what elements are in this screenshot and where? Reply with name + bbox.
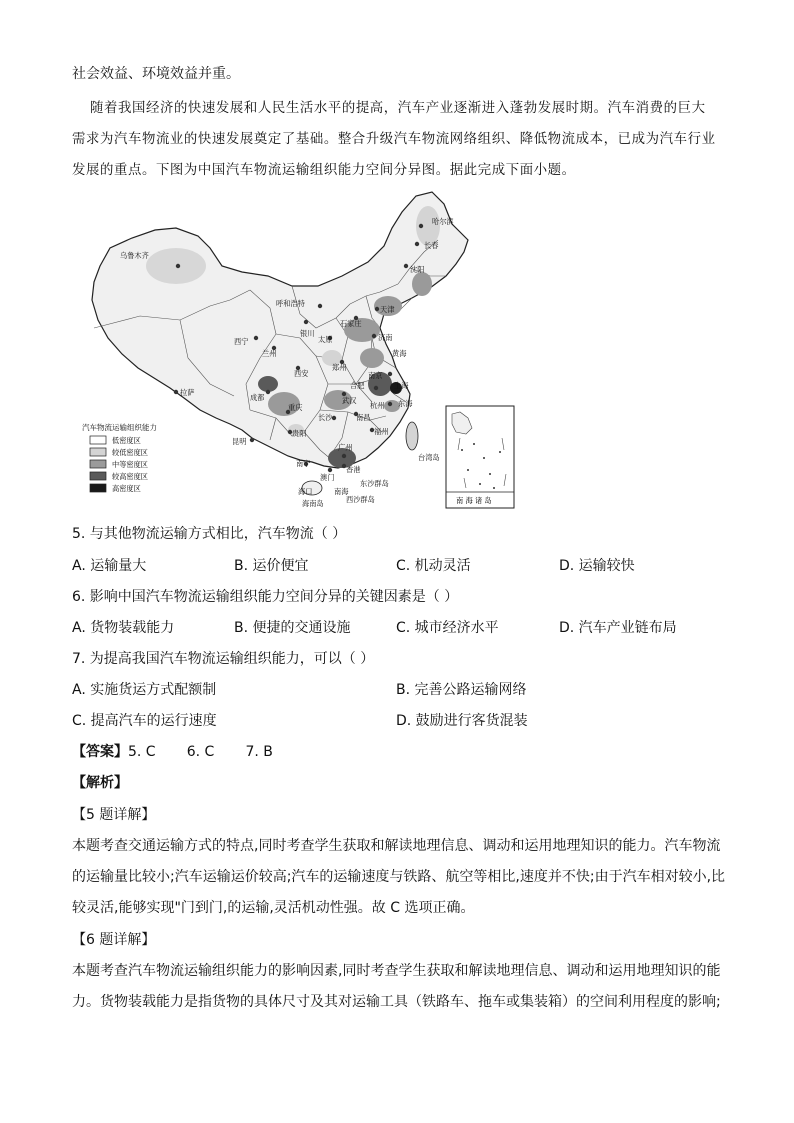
svg-text:成都: 成都 <box>250 393 265 402</box>
intro-tail: 社会效益、环境效益并重。 <box>72 66 240 82</box>
detail-5-line-1: 本题考查交通运输方式的特点,同时考查学生获取和解读地理信息、调动和运用地理知识的能力。汽车物流 <box>72 838 721 854</box>
svg-text:天津: 天津 <box>380 305 395 314</box>
q5-option-c: C. 机动灵活 <box>396 558 471 574</box>
svg-text:呼和浩特: 呼和浩特 <box>276 299 305 308</box>
analysis-label: 【解析】 <box>72 775 128 791</box>
answer-line <box>72 742 273 762</box>
svg-text:合肥: 合肥 <box>350 381 365 390</box>
svg-text:低密度区: 低密度区 <box>112 436 141 445</box>
svg-text:西宁: 西宁 <box>234 337 249 346</box>
svg-text:拉萨: 拉萨 <box>180 388 195 397</box>
detail-6-line-2: 力。货物装载能力是指货物的具体尺寸及其对运输工具（铁路车、拖车或集装箱）的空间利用程度的影响; <box>72 994 721 1010</box>
svg-text:武汉: 武汉 <box>342 396 357 405</box>
q6-option-b: B. 便捷的交通设施 <box>234 620 351 636</box>
svg-text:昆明: 昆明 <box>232 437 247 446</box>
svg-text:石家庄: 石家庄 <box>340 319 362 328</box>
q6-option-d: D. 汽车产业链布局 <box>559 620 677 636</box>
q7-option-b: B. 完善公路运输网络 <box>396 682 527 698</box>
svg-text:较高密度区: 较高密度区 <box>112 472 148 481</box>
svg-text:上海: 上海 <box>394 381 409 390</box>
q5-option-a: A. 运输量大 <box>72 558 147 574</box>
map-svg <box>80 188 520 510</box>
passage-line-3: 发展的重点。下图为中国汽车物流运输组织能力空间分异图。据此完成下面小题。 <box>72 163 576 178</box>
svg-text:广州: 广州 <box>338 443 353 452</box>
south-sea-inset <box>446 406 514 508</box>
svg-text:南京: 南京 <box>368 371 383 380</box>
question-5-stem: 5. 与其他物流运输方式相比，汽车物流（ ） <box>72 526 347 542</box>
legend-title: 汽车物流运输组织能力 <box>82 423 157 432</box>
svg-text:银川: 银川 <box>300 329 315 338</box>
svg-text:济南: 济南 <box>378 333 393 342</box>
q5-option-d: D. 运输较快 <box>559 558 635 574</box>
answer-text: 5. C 6. C 7. B <box>128 744 273 760</box>
svg-text:较低密度区: 较低密度区 <box>112 448 148 457</box>
passage-line-1: 随着我国经济的快速发展和人民生活水平的提高，汽车产业逐渐进入蓬勃发展时期。汽车消费的巨大 <box>90 101 706 116</box>
inset-label: 南 海 诸 岛 <box>456 496 492 505</box>
svg-text:杭州: 杭州 <box>370 401 385 410</box>
svg-text:海口: 海口 <box>298 487 313 496</box>
svg-text:南宁: 南宁 <box>296 459 311 468</box>
svg-text:福州: 福州 <box>374 427 389 436</box>
detail-5-label: 【5 题详解】 <box>72 807 156 823</box>
svg-text:澳门: 澳门 <box>320 473 335 482</box>
detail-5-line-2: 的运输量比较小;汽车运输运价较高;汽车的运输速度与铁路、航空等相比,速度并不快;由于汽车相对较小,比 <box>72 869 726 885</box>
svg-text:长春: 长春 <box>424 241 439 250</box>
passage-line-2: 需求为汽车物流业的快速发展奠定了基础。整合升级汽车物流网络组织、降低物流成本，已成为汽车行业 <box>72 132 716 147</box>
q5-option-b: B. 运价便宜 <box>234 558 309 574</box>
svg-text:西安: 西安 <box>294 369 309 378</box>
q7-option-d: D. 鼓励进行客货混装 <box>396 713 528 729</box>
svg-text:兰州: 兰州 <box>262 349 277 358</box>
svg-text:南海: 南海 <box>334 487 349 496</box>
svg-text:贵阳: 贵阳 <box>292 429 307 438</box>
svg-text:哈尔滨: 哈尔滨 <box>432 217 454 226</box>
svg-text:郑州: 郑州 <box>332 363 347 372</box>
svg-text:香港: 香港 <box>346 465 361 474</box>
svg-text:东沙群岛: 东沙群岛 <box>360 479 389 488</box>
q6-option-a: A. 货物装载能力 <box>72 620 175 636</box>
question-7-stem: 7. 为提高我国汽车物流运输组织能力，可以（ ） <box>72 651 375 667</box>
svg-text:南昌: 南昌 <box>356 413 371 422</box>
svg-text:中等密度区: 中等密度区 <box>112 460 148 469</box>
question-6-stem: 6. 影响中国汽车物流运输组织能力空间分异的关键因素是（ ） <box>72 589 459 605</box>
svg-text:黄海: 黄海 <box>392 349 407 358</box>
svg-text:沈阳: 沈阳 <box>410 265 425 274</box>
svg-text:乌鲁木齐: 乌鲁木齐 <box>120 251 149 260</box>
svg-text:重庆: 重庆 <box>288 403 303 412</box>
svg-text:太原: 太原 <box>318 335 333 344</box>
svg-text:高密度区: 高密度区 <box>112 484 141 493</box>
q7-option-c: C. 提高汽车的运行速度 <box>72 713 217 729</box>
detail-6-label: 【6 题详解】 <box>72 932 156 948</box>
q7-option-a: A. 实施货运方式配额制 <box>72 682 217 698</box>
q6-option-c: C. 城市经济水平 <box>396 620 499 636</box>
svg-text:台湾岛: 台湾岛 <box>418 453 440 462</box>
detail-5-line-3: 较灵活,能够实现"门到门,的运输,灵活机动性强。故 C 选项正确。 <box>72 900 475 916</box>
answer-label: 【答案】 <box>72 744 128 760</box>
svg-text:海南岛: 海南岛 <box>302 499 324 508</box>
svg-text:西沙群岛: 西沙群岛 <box>346 495 375 504</box>
svg-text:长沙: 长沙 <box>318 413 333 422</box>
china-logistics-map <box>80 188 520 510</box>
detail-6-line-1: 本题考查汽车物流运输组织能力的影响因素,同时考查学生获取和解读地理信息、调动和运用地理知识的能 <box>72 963 721 979</box>
taiwan-island <box>406 422 418 450</box>
svg-text:东海: 东海 <box>398 399 413 408</box>
